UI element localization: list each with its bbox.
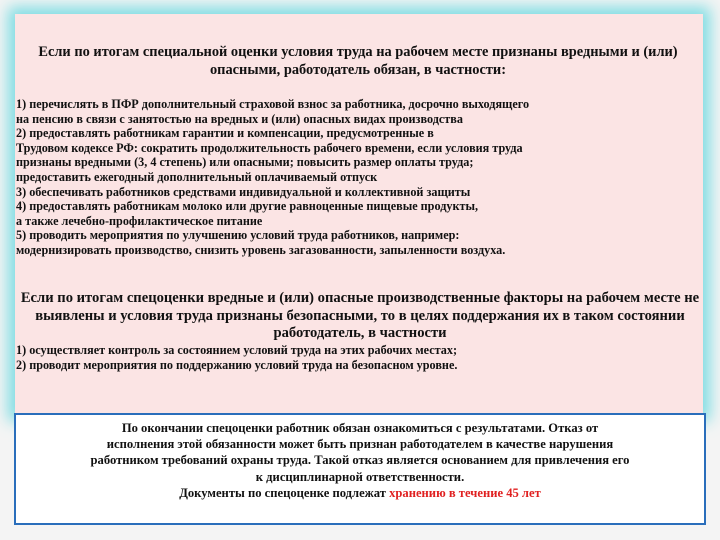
section1-line: на пенсию в связи с занятостью на вредных и (или) опасных видах производства <box>16 111 463 126</box>
section1-line: 2) предоставлять работникам гарантии и компенсации, предусмотренные в <box>16 126 434 141</box>
note-line: По окончании спецоценки работник обязан ознакомиться с результатами. Отказ от <box>121 421 599 435</box>
note-line: исполнения этой обязанности может быть признан работодателем в качестве нарушения <box>106 437 614 452</box>
section1-line: а также лечебно-профилактическое питание <box>16 213 263 228</box>
section1-line: 5) проводить мероприятия по улучшению условий труда работников, например: <box>16 228 460 243</box>
section1-line: 1) перечислять в ПФР дополнительный страховой взнос за работника, досрочно выходящего <box>16 97 530 111</box>
note-line: к дисциплинарной ответственности. <box>255 469 465 484</box>
note-line: работником требований охраны труда. Такой отказ является основанием для привлечения его <box>90 453 630 468</box>
storage-period-highlight: хранению в течение 45 лет <box>389 485 541 500</box>
section1-line: Трудовом кодексе РФ: сократить продолжительность рабочего времени, если условия труда <box>16 140 523 155</box>
note-text <box>16 420 704 501</box>
section2-line: 1) осуществляет контроль за состоянием условий труда на этих рабочих местах; <box>16 343 458 357</box>
section2-line: 2) проводит мероприятия по поддержанию условий труда на безопасном уровне. <box>16 357 458 372</box>
section2-body <box>16 343 706 372</box>
section1-title: Если по итогам специальной оценки условия труда на рабочем месте признаны вредными и (или) опасными, работодатель обязан, в частности: <box>38 44 678 78</box>
section1-line: 3) обеспечивать работников средствами индивидуальной и коллективной защиты <box>16 184 471 199</box>
section1-line: модернизировать производство, снизить уровень загазованности, запыленности воздуха. <box>16 242 506 257</box>
section2-title: Если по итогам спецоценки вредные и (или) опасные производственные факторы на рабочем месте не выявлены и условия труда признаны безопасными, то в целях поддержания их в таком состоянии работодатель, в частности <box>20 290 700 341</box>
note-storage-line <box>16 485 704 501</box>
section1-line: предоставить ежегодный дополнительный оплачиваемый отпуск <box>16 169 378 184</box>
note-box <box>14 413 706 525</box>
storage-prefix: Документы по спецоценке подлежат <box>179 485 390 500</box>
section1-line: 4) предоставлять работникам молоко или другие равноценные пищевые продукты, <box>16 199 479 214</box>
section1-body <box>16 97 706 258</box>
section1-line: признаны вредными (3, 4 степень) или опасными; повысить размер оплаты труда; <box>16 155 474 170</box>
